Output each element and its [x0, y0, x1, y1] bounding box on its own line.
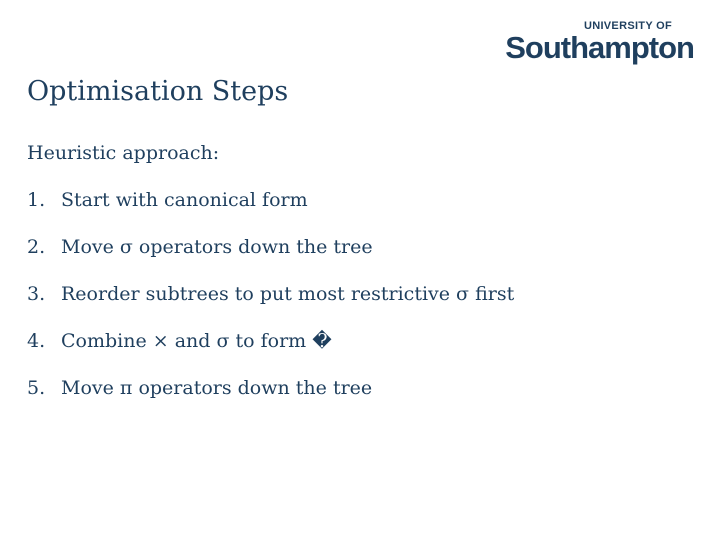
- step-text: Move σ operators down the tree: [61, 236, 373, 258]
- step-text: Combine × and σ to form �: [61, 330, 332, 352]
- university-logo: [505, 20, 694, 64]
- step-text: Move π operators down the tree: [61, 377, 373, 399]
- slide-title: Optimisation Steps: [27, 76, 289, 107]
- steps-list: [27, 187, 687, 401]
- list-item: [27, 281, 687, 307]
- intro-text: Heuristic approach:: [27, 142, 220, 164]
- slide-body: [27, 140, 687, 401]
- list-item: [27, 234, 687, 260]
- logo-line-main: Southampton: [505, 30, 694, 65]
- list-item: [27, 328, 687, 354]
- list-item: [27, 375, 687, 401]
- step-text: Start with canonical form: [61, 189, 308, 211]
- step-number: 1.: [27, 189, 46, 211]
- step-number: 2.: [27, 236, 46, 258]
- step-text: Reorder subtrees to put most restrictive σ first: [61, 283, 515, 305]
- logo-line-top: UNIVERSITY OF: [583, 20, 672, 32]
- step-number: 4.: [27, 330, 46, 352]
- step-number: 5.: [27, 377, 46, 399]
- step-number: 3.: [27, 283, 46, 305]
- list-item: [27, 187, 687, 213]
